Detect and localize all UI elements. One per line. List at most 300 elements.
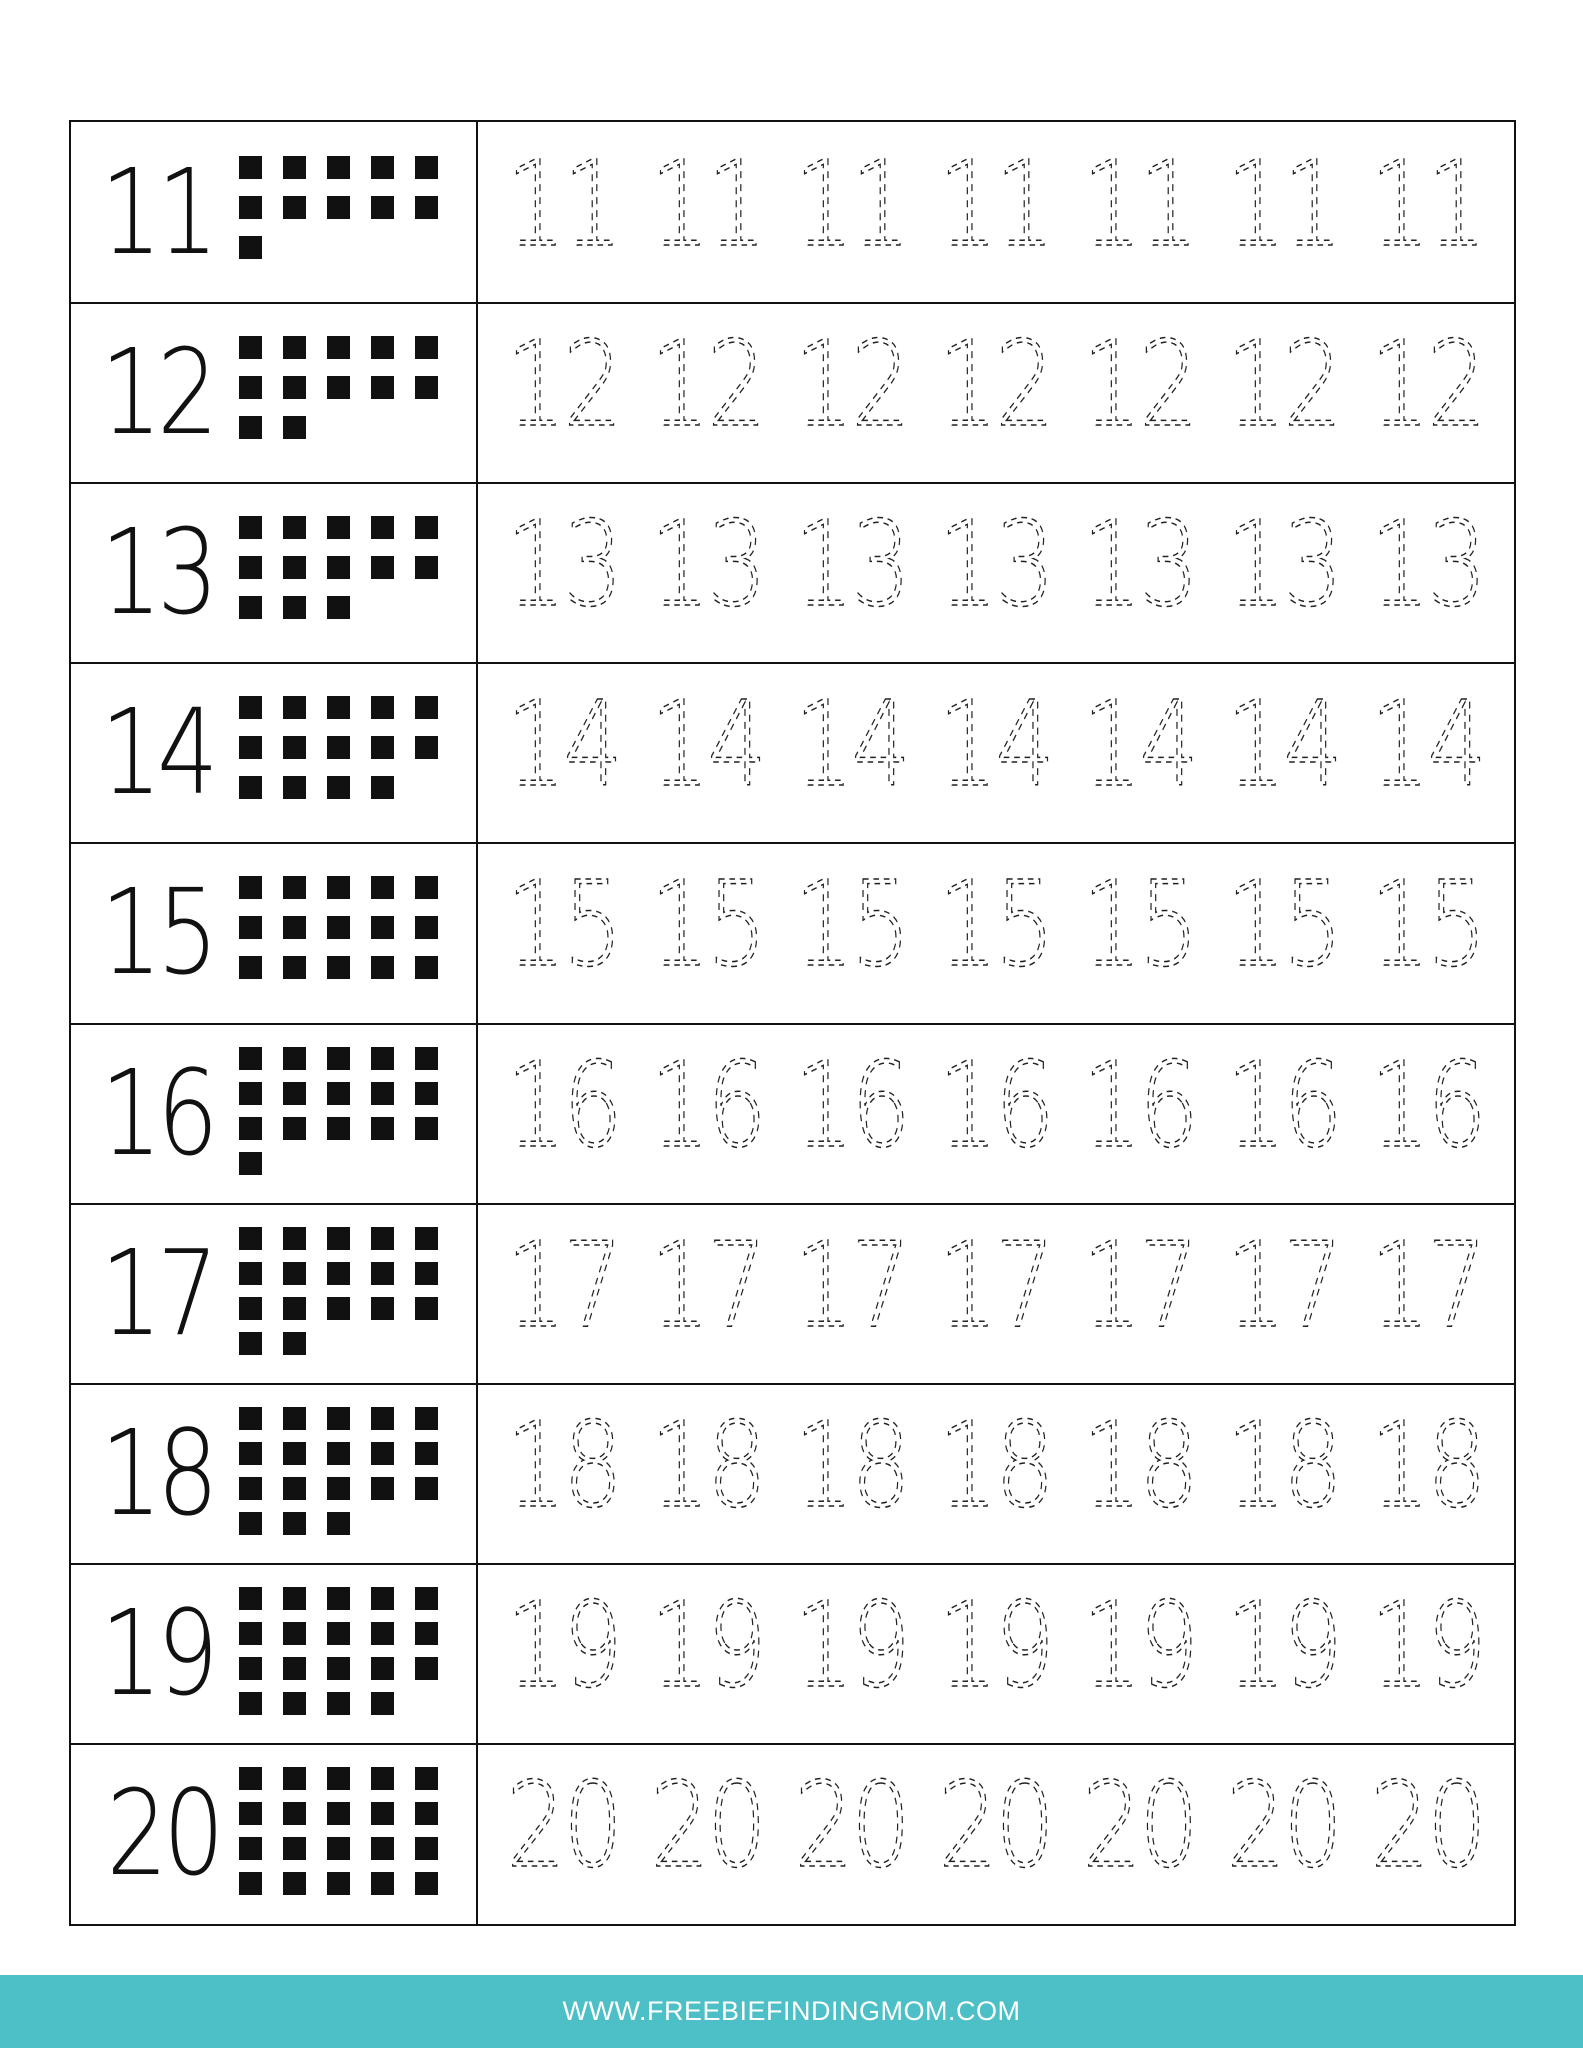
counting-squares <box>239 1407 459 1547</box>
counting-square <box>371 1227 394 1250</box>
counting-square <box>371 1802 394 1825</box>
dashed-tracing-number <box>491 133 635 291</box>
counting-square <box>239 196 262 219</box>
dashed-number-text <box>794 1037 908 1173</box>
counting-square <box>283 956 306 979</box>
dashed-number-svg <box>1355 1574 1499 1714</box>
dashed-number-svg <box>1211 1214 1355 1354</box>
counting-square <box>239 1622 262 1645</box>
dashed-number-text <box>650 1578 764 1714</box>
worksheet-row <box>71 482 1514 662</box>
dashed-tracing-number <box>1211 1574 1355 1732</box>
counting-square <box>327 696 350 719</box>
counting-square <box>327 1117 350 1140</box>
dashed-number-svg <box>635 133 779 273</box>
dashed-number-svg <box>1211 133 1355 273</box>
worksheet-row <box>71 842 1514 1022</box>
dashed-tracing-number <box>635 1394 779 1552</box>
worksheet-row <box>71 1743 1514 1923</box>
counting-square <box>371 696 394 719</box>
dashed-number-text <box>650 1398 764 1534</box>
counting-square <box>327 156 350 179</box>
dashed-number-svg <box>635 1394 779 1534</box>
dashed-tracing-number <box>1211 133 1355 291</box>
counting-square <box>415 1587 438 1610</box>
dashed-number-text <box>794 677 908 813</box>
counting-square <box>283 1442 306 1465</box>
dashed-number-svg <box>1211 493 1355 633</box>
dashed-number-text <box>794 1217 908 1353</box>
dashed-number-svg <box>635 1034 779 1174</box>
counting-square <box>239 236 262 259</box>
dashed-number-svg <box>1211 1574 1355 1714</box>
row-number-label: 15 <box>100 863 214 1002</box>
dashed-number-text <box>1226 857 1340 993</box>
counting-square <box>327 736 350 759</box>
dashed-tracing-number <box>635 853 779 1011</box>
counting-square <box>283 196 306 219</box>
counting-square <box>415 1262 438 1285</box>
counting-square <box>239 1657 262 1680</box>
counting-square <box>283 1477 306 1500</box>
dashed-number-text <box>794 1398 908 1534</box>
dashed-number-svg <box>1355 313 1499 453</box>
counting-square <box>415 956 438 979</box>
dashed-number-text <box>1082 497 1196 633</box>
counting-square <box>415 556 438 579</box>
counting-square <box>415 1082 438 1105</box>
dashed-number-svg <box>491 1034 635 1174</box>
dashed-number-text <box>938 1217 1052 1353</box>
counting-square <box>283 776 306 799</box>
dashed-number-text <box>794 1758 908 1894</box>
tracing-area <box>491 662 1494 842</box>
dashed-number-svg <box>1355 493 1499 633</box>
counting-square <box>283 1227 306 1250</box>
dashed-number-text <box>1082 1217 1196 1353</box>
dashed-tracing-number <box>635 1034 779 1192</box>
counting-square <box>327 1837 350 1860</box>
dashed-number-svg <box>1067 1214 1211 1354</box>
counting-square <box>371 1297 394 1320</box>
counting-squares <box>239 696 459 816</box>
counting-square <box>283 1082 306 1105</box>
dashed-tracing-number <box>635 133 779 291</box>
counting-square <box>371 1872 394 1895</box>
counting-square <box>327 336 350 359</box>
counting-square <box>327 556 350 579</box>
counting-square <box>327 1047 350 1070</box>
counting-square <box>415 196 438 219</box>
dashed-number-text <box>506 1758 620 1894</box>
counting-square <box>283 156 306 179</box>
dashed-tracing-number <box>1211 313 1355 471</box>
dashed-number-text <box>938 857 1052 993</box>
counting-square <box>283 416 306 439</box>
counting-square <box>239 416 262 439</box>
dashed-tracing-number <box>1211 673 1355 831</box>
row-number-label: 11 <box>100 143 214 282</box>
counting-square <box>283 1872 306 1895</box>
dashed-tracing-number <box>1211 493 1355 651</box>
dashed-tracing-number <box>1355 493 1499 651</box>
counting-square <box>327 956 350 979</box>
dashed-tracing-number <box>491 1394 635 1552</box>
counting-square <box>283 876 306 899</box>
dashed-number-svg <box>923 1754 1067 1894</box>
counting-square <box>371 1047 394 1070</box>
dashed-tracing-number <box>1355 673 1499 831</box>
dashed-tracing-number <box>1067 1214 1211 1372</box>
tracing-area <box>491 1203 1494 1383</box>
dashed-number-text <box>938 677 1052 813</box>
dashed-number-text <box>650 317 764 453</box>
dashed-tracing-number <box>491 313 635 471</box>
counting-square <box>415 1872 438 1895</box>
dashed-number-svg <box>491 1394 635 1534</box>
counting-square <box>283 736 306 759</box>
dashed-number-svg <box>635 1214 779 1354</box>
counting-square <box>283 1512 306 1535</box>
dashed-number-text <box>1370 1217 1484 1353</box>
counting-square <box>415 336 438 359</box>
counting-square <box>283 1407 306 1430</box>
counting-square <box>371 156 394 179</box>
dashed-tracing-number <box>635 1574 779 1732</box>
counting-square <box>239 1802 262 1825</box>
counting-square <box>371 556 394 579</box>
counting-square <box>371 196 394 219</box>
counting-square <box>371 1442 394 1465</box>
counting-square <box>327 516 350 539</box>
dashed-number-text <box>1226 137 1340 273</box>
counting-square <box>327 1297 350 1320</box>
counting-square <box>371 876 394 899</box>
counting-square <box>371 1477 394 1500</box>
counting-square <box>327 196 350 219</box>
dashed-number-text <box>506 1398 620 1534</box>
dashed-number-text <box>1226 1217 1340 1353</box>
dashed-number-text <box>1082 1578 1196 1714</box>
tracing-area <box>491 1023 1494 1203</box>
counting-squares <box>239 336 459 456</box>
counting-square <box>371 916 394 939</box>
counting-square <box>283 1117 306 1140</box>
counting-squares <box>239 1047 459 1187</box>
counting-square <box>415 1047 438 1070</box>
dashed-number-text <box>1370 137 1484 273</box>
counting-square <box>371 956 394 979</box>
counting-square <box>239 1692 262 1715</box>
dashed-tracing-number <box>635 673 779 831</box>
counting-square <box>239 696 262 719</box>
counting-square <box>283 1767 306 1790</box>
counting-square <box>327 1692 350 1715</box>
dashed-number-text <box>938 137 1052 273</box>
counting-square <box>327 1227 350 1250</box>
dashed-tracing-number <box>491 1574 635 1732</box>
dashed-tracing-number <box>779 313 923 471</box>
counting-square <box>239 516 262 539</box>
dashed-number-text <box>938 1398 1052 1534</box>
dashed-number-text <box>650 137 764 273</box>
dashed-tracing-number <box>923 1394 1067 1552</box>
counting-square <box>371 1767 394 1790</box>
counting-square <box>327 1082 350 1105</box>
counting-square <box>371 1262 394 1285</box>
dashed-number-text <box>506 137 620 273</box>
tracing-area <box>491 302 1494 482</box>
dashed-number-text <box>1082 137 1196 273</box>
worksheet-row <box>71 1023 1514 1203</box>
dashed-tracing-number <box>779 1574 923 1732</box>
counting-square <box>239 556 262 579</box>
counting-square <box>283 1297 306 1320</box>
dashed-tracing-number <box>635 493 779 651</box>
dashed-number-text <box>506 1217 620 1353</box>
dashed-number-svg <box>1211 673 1355 813</box>
dashed-number-svg <box>491 853 635 993</box>
dashed-number-svg <box>923 313 1067 453</box>
dashed-number-svg <box>923 1214 1067 1354</box>
counting-square <box>371 1622 394 1645</box>
dashed-tracing-number <box>635 1754 779 1912</box>
dashed-tracing-number <box>1211 1214 1355 1372</box>
dashed-tracing-number <box>923 853 1067 1011</box>
dashed-number-svg <box>1067 1034 1211 1174</box>
dashed-tracing-number <box>923 673 1067 831</box>
dashed-number-svg <box>1211 1034 1355 1174</box>
counting-square <box>239 1297 262 1320</box>
counting-squares <box>239 516 459 636</box>
counting-square <box>415 516 438 539</box>
dashed-number-svg <box>635 1754 779 1894</box>
counting-square <box>239 1442 262 1465</box>
counting-square <box>327 1802 350 1825</box>
counting-square <box>327 1622 350 1645</box>
counting-square <box>415 1837 438 1860</box>
dashed-tracing-number <box>923 493 1067 651</box>
dashed-tracing-number <box>779 1394 923 1552</box>
counting-squares <box>239 1587 459 1727</box>
counting-square <box>327 376 350 399</box>
dashed-tracing-number <box>1355 1754 1499 1912</box>
counting-square <box>239 336 262 359</box>
counting-square <box>415 876 438 899</box>
counting-square <box>327 1262 350 1285</box>
dashed-tracing-number <box>779 1034 923 1192</box>
dashed-tracing-number <box>923 1574 1067 1732</box>
row-number-label: 18 <box>100 1403 214 1542</box>
dashed-tracing-number <box>1067 1034 1211 1192</box>
counting-square <box>415 736 438 759</box>
tracing-area <box>491 1743 1494 1923</box>
counting-square <box>327 916 350 939</box>
dashed-tracing-number <box>491 853 635 1011</box>
counting-square <box>239 1477 262 1500</box>
counting-square <box>283 1657 306 1680</box>
dashed-tracing-number <box>635 1214 779 1372</box>
counting-square <box>415 156 438 179</box>
tracing-area <box>491 842 1494 1022</box>
counting-square <box>239 1082 262 1105</box>
counting-square <box>283 1837 306 1860</box>
dashed-number-text <box>1370 857 1484 993</box>
dashed-number-text <box>1082 677 1196 813</box>
dashed-number-svg <box>779 1214 923 1354</box>
row-number-label: 13 <box>100 503 214 642</box>
dashed-number-text <box>1226 677 1340 813</box>
dashed-number-text <box>506 1578 620 1714</box>
counting-square <box>415 1802 438 1825</box>
dashed-tracing-number <box>779 493 923 651</box>
counting-square <box>239 596 262 619</box>
dashed-number-svg <box>923 1034 1067 1174</box>
dashed-number-text <box>1370 1758 1484 1894</box>
counting-square <box>327 1872 350 1895</box>
dashed-number-svg <box>923 493 1067 633</box>
counting-square <box>415 1407 438 1430</box>
dashed-tracing-number <box>1067 133 1211 291</box>
dashed-number-text <box>1370 1037 1484 1173</box>
dashed-number-text <box>1226 1578 1340 1714</box>
dashed-tracing-number <box>779 1214 923 1372</box>
dashed-number-text <box>650 857 764 993</box>
dashed-number-text <box>938 1037 1052 1173</box>
counting-square <box>327 1442 350 1465</box>
dashed-number-svg <box>923 853 1067 993</box>
counting-squares <box>239 1767 459 1907</box>
dashed-number-text <box>1226 1398 1340 1534</box>
worksheet-row <box>71 1563 1514 1743</box>
dashed-number-svg <box>635 853 779 993</box>
row-number-label: 16 <box>100 1043 214 1182</box>
counting-square <box>371 1657 394 1680</box>
counting-square <box>327 1477 350 1500</box>
worksheet-row <box>71 302 1514 482</box>
dashed-number-svg <box>1355 853 1499 993</box>
tracing-area <box>491 1563 1494 1743</box>
tracing-area <box>491 1383 1494 1563</box>
dashed-tracing-number <box>1211 1034 1355 1192</box>
dashed-number-text <box>1370 317 1484 453</box>
counting-square <box>283 696 306 719</box>
counting-square <box>239 1587 262 1610</box>
tracing-area <box>491 482 1494 662</box>
counting-square <box>283 596 306 619</box>
dashed-tracing-number <box>1211 1394 1355 1552</box>
counting-square <box>283 336 306 359</box>
dashed-number-text <box>506 317 620 453</box>
dashed-number-text <box>938 497 1052 633</box>
counting-square <box>371 376 394 399</box>
dashed-tracing-number <box>779 673 923 831</box>
footer-bar <box>0 1975 1583 2048</box>
counting-square <box>415 696 438 719</box>
dashed-number-svg <box>1355 133 1499 273</box>
dashed-tracing-number <box>779 853 923 1011</box>
dashed-number-svg <box>779 1574 923 1714</box>
dashed-tracing-number <box>923 1214 1067 1372</box>
counting-square <box>239 776 262 799</box>
dashed-tracing-number <box>491 493 635 651</box>
dashed-number-text <box>794 857 908 993</box>
dashed-number-svg <box>923 1394 1067 1534</box>
counting-square <box>415 1227 438 1250</box>
dashed-number-svg <box>1355 1394 1499 1534</box>
counting-square <box>239 736 262 759</box>
dashed-number-text <box>506 497 620 633</box>
counting-squares <box>239 156 459 276</box>
counting-square <box>283 916 306 939</box>
counting-square <box>283 556 306 579</box>
dashed-number-svg <box>779 1034 923 1174</box>
counting-square <box>371 1837 394 1860</box>
counting-square <box>239 1227 262 1250</box>
dashed-tracing-number <box>1211 853 1355 1011</box>
counting-squares <box>239 876 459 996</box>
dashed-tracing-number <box>491 1214 635 1372</box>
counting-square <box>371 336 394 359</box>
counting-square <box>327 1407 350 1430</box>
dashed-number-svg <box>491 313 635 453</box>
counting-square <box>371 516 394 539</box>
dashed-number-text <box>1370 1398 1484 1534</box>
counting-square <box>327 1512 350 1535</box>
dashed-number-svg <box>491 1214 635 1354</box>
dashed-number-svg <box>635 673 779 813</box>
dashed-tracing-number <box>1067 853 1211 1011</box>
dashed-number-svg <box>779 493 923 633</box>
counting-square <box>415 1657 438 1680</box>
dashed-number-text <box>650 1037 764 1173</box>
counting-square <box>283 1692 306 1715</box>
dashed-tracing-number <box>1355 853 1499 1011</box>
dashed-tracing-number <box>1211 1754 1355 1912</box>
row-number-label: 17 <box>100 1223 214 1362</box>
counting-square <box>283 1262 306 1285</box>
dashed-number-text <box>506 677 620 813</box>
dashed-number-svg <box>1067 313 1211 453</box>
dashed-number-text <box>1082 1758 1196 1894</box>
dashed-number-svg <box>491 493 635 633</box>
counting-square <box>371 1082 394 1105</box>
dashed-tracing-number <box>1067 673 1211 831</box>
dashed-number-text <box>1226 317 1340 453</box>
counting-square <box>283 1047 306 1070</box>
counting-square <box>327 876 350 899</box>
dashed-tracing-number <box>1067 1394 1211 1552</box>
dashed-number-svg <box>923 1574 1067 1714</box>
dashed-number-text <box>794 497 908 633</box>
row-number-label: 19 <box>100 1583 214 1722</box>
counting-square <box>239 1262 262 1285</box>
dashed-number-text <box>1370 677 1484 813</box>
dashed-tracing-number <box>1355 1214 1499 1372</box>
counting-square <box>415 1297 438 1320</box>
dashed-number-text <box>1082 1037 1196 1173</box>
dashed-tracing-number <box>491 1034 635 1192</box>
dashed-tracing-number <box>923 1034 1067 1192</box>
dashed-number-svg <box>923 673 1067 813</box>
counting-square <box>371 1692 394 1715</box>
dashed-tracing-number <box>923 1754 1067 1912</box>
dashed-number-svg <box>779 133 923 273</box>
dashed-number-svg <box>635 1574 779 1714</box>
dashed-tracing-number <box>1355 1574 1499 1732</box>
worksheet-row <box>71 662 1514 842</box>
dashed-number-svg <box>779 853 923 993</box>
